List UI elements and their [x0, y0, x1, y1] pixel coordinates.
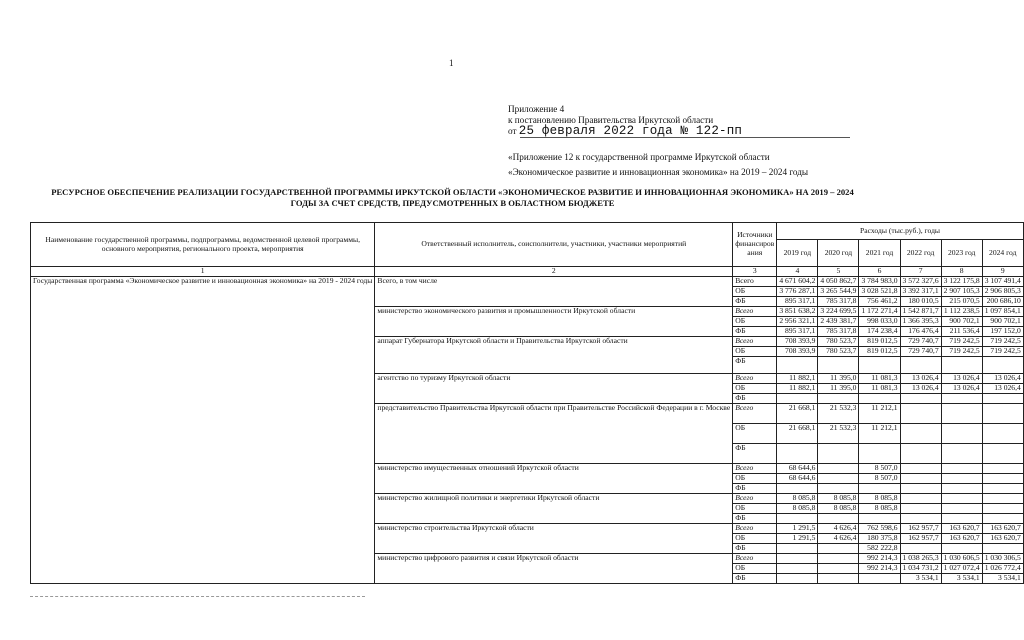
expense-value-cell [818, 563, 859, 573]
expense-value-cell: 11 882,1 [777, 373, 818, 383]
funding-source-cell: Всего [733, 493, 777, 503]
expense-value-cell: 8 085,8 [859, 503, 900, 513]
expense-value-cell: 21 668,1 [777, 403, 818, 423]
expense-value-cell: 13 026,4 [900, 383, 941, 393]
expense-value-cell: 21 668,1 [777, 423, 818, 443]
expense-value-cell: 197 152,0 [982, 326, 1023, 336]
expense-value-cell [982, 503, 1023, 513]
expense-value-cell: 11 081,3 [859, 373, 900, 383]
responsible-executor-cell: агентство по туризму Иркутской области [375, 373, 733, 403]
expense-value-cell: 3 265 544,9 [818, 286, 859, 296]
scan-dash-line [30, 596, 365, 597]
expense-value-cell: 708 393,9 [777, 346, 818, 356]
expense-value-cell [900, 393, 941, 403]
expense-value-cell [777, 483, 818, 493]
expense-value-cell [859, 443, 900, 463]
expense-value-cell [859, 483, 900, 493]
expense-value-cell: 11 212,1 [859, 423, 900, 443]
expense-value-cell: 4 626,4 [818, 533, 859, 543]
expense-value-cell [859, 356, 900, 373]
document-title-line1: РЕСУРСНОЕ ОБЕСПЕЧЕНИЕ РЕАЛИЗАЦИИ ГОСУДАРСТВЕННОЙ ПРОГРАММЫ ИРКУТСКОЙ ОБЛАСТИ «ЭКОНОМИЧЕСКОЕ РАЗВИТИЕ И ИННОВАЦИОННАЯ ЭКОНОМИКА» НА 2019 – 2024 [51, 187, 854, 197]
funding-source-cell: Всего [733, 553, 777, 563]
expense-value-cell: 13 026,4 [941, 373, 982, 383]
funding-source-cell: ФБ [733, 573, 777, 583]
expense-value-cell [818, 553, 859, 563]
expense-value-cell: 2 439 381,7 [818, 316, 859, 326]
expense-value-cell [900, 423, 941, 443]
col-number: 7 [900, 267, 941, 277]
expense-value-cell: 163 620,7 [982, 523, 1023, 533]
funding-source-cell: Всего [733, 403, 777, 423]
expense-value-cell: 13 026,4 [900, 373, 941, 383]
document-title-line2: ГОДЫ ЗА СЧЕТ СРЕДСТВ, ПРЕДУСМОТРЕННЫХ В ОБЛАСТНОМ БЮДЖЕТЕ [290, 198, 615, 208]
responsible-executor-cell: аппарат Губернатора Иркутской области и Правительства Иркутской области [375, 336, 733, 373]
expense-value-cell: 2 906 805,3 [982, 286, 1023, 296]
expense-value-cell [777, 543, 818, 553]
expense-value-cell: 1 097 854,1 [982, 306, 1023, 316]
expense-value-cell [818, 393, 859, 403]
expense-value-cell: 719 242,5 [982, 336, 1023, 346]
expense-value-cell [941, 403, 982, 423]
expense-value-cell: 8 085,8 [818, 503, 859, 513]
expense-value-cell: 163 620,7 [982, 533, 1023, 543]
expense-value-cell [941, 503, 982, 513]
expense-value-cell: 1 291,5 [777, 533, 818, 543]
responsible-executor-cell: министерство строительства Иркутской области [375, 523, 733, 553]
expense-value-cell: 1 291,5 [777, 523, 818, 533]
funding-source-cell: Всего [733, 373, 777, 383]
expense-value-cell: 8 507,0 [859, 463, 900, 473]
expense-value-cell: 3 534,1 [941, 573, 982, 583]
expense-value-cell: 998 033,0 [859, 316, 900, 326]
expense-value-cell: 1 112 238,5 [941, 306, 982, 316]
expense-value-cell: 1 038 265,3 [900, 553, 941, 563]
expense-value-cell: 780 523,7 [818, 336, 859, 346]
expense-value-cell: 8 085,8 [818, 493, 859, 503]
expense-value-cell: 215 070,5 [941, 296, 982, 306]
funding-source-cell: ОБ [733, 473, 777, 483]
col-number: 8 [941, 267, 982, 277]
expense-value-cell [818, 463, 859, 473]
expense-value-cell [777, 573, 818, 583]
funding-source-cell: ФБ [733, 483, 777, 493]
funding-source-cell: ОБ [733, 286, 777, 296]
decree-date-prefix: от [508, 126, 517, 136]
expense-value-cell [818, 543, 859, 553]
responsible-executor-cell: министерство цифрового развития и связи Иркутской области [375, 553, 733, 583]
expense-value-cell: 21 532,3 [818, 403, 859, 423]
expense-value-cell: 3 776 287,1 [777, 286, 818, 296]
col-header-year: 2024 год [982, 240, 1023, 267]
expense-value-cell [982, 356, 1023, 373]
expense-value-cell: 780 523,7 [818, 346, 859, 356]
expense-value-cell: 8 085,8 [777, 493, 818, 503]
expense-value-cell: 8 085,8 [777, 503, 818, 513]
expense-value-cell [859, 573, 900, 583]
col-header-source: Источники финансиров ания [733, 223, 777, 267]
expense-value-cell: 3 122 175,8 [941, 276, 982, 286]
expense-value-cell: 900 702,1 [941, 316, 982, 326]
expense-value-cell [900, 473, 941, 483]
expense-value-cell: 11 882,1 [777, 383, 818, 393]
expense-value-cell: 819 012,5 [859, 346, 900, 356]
expense-value-cell [982, 463, 1023, 473]
expense-value-cell [941, 513, 982, 523]
col-header-year: 2019 год [777, 240, 818, 267]
col-header-year: 2022 год [900, 240, 941, 267]
funding-source-cell: Всего [733, 463, 777, 473]
expense-value-cell [941, 393, 982, 403]
expense-value-cell: 895 317,1 [777, 296, 818, 306]
expense-value-cell: 11 081,3 [859, 383, 900, 393]
expense-value-cell: 3 107 491,4 [982, 276, 1023, 286]
expense-value-cell: 68 644,6 [777, 463, 818, 473]
expense-value-cell [941, 483, 982, 493]
expense-value-cell: 3 572 327,6 [900, 276, 941, 286]
expense-value-cell: 992 214,3 [859, 563, 900, 573]
expense-value-cell: 11 212,1 [859, 403, 900, 423]
expense-value-cell [941, 473, 982, 483]
table-body [31, 276, 1024, 583]
expense-value-cell [777, 553, 818, 563]
expense-value-cell: 1 026 772,4 [982, 563, 1023, 573]
funding-source-cell: ФБ [733, 513, 777, 523]
expense-value-cell: 1 542 871,7 [900, 306, 941, 316]
funding-source-cell: ОБ [733, 423, 777, 443]
expense-value-cell [900, 543, 941, 553]
col-number: 2 [375, 267, 733, 277]
expense-value-cell [818, 483, 859, 493]
expense-value-cell: 13 026,4 [982, 373, 1023, 383]
expense-value-cell: 162 957,7 [900, 533, 941, 543]
expense-value-cell: 2 956 321,1 [777, 316, 818, 326]
expense-value-cell [941, 423, 982, 443]
col-number: 9 [982, 267, 1023, 277]
expense-value-cell: 8 085,8 [859, 493, 900, 503]
expense-value-cell: 3 534,1 [900, 573, 941, 583]
expense-value-cell: 68 644,6 [777, 473, 818, 483]
col-number: 5 [818, 267, 859, 277]
expense-value-cell: 176 476,4 [900, 326, 941, 336]
col-header-year: 2023 год [941, 240, 982, 267]
expense-value-cell: 895 317,1 [777, 326, 818, 336]
expense-value-cell: 2 907 105,3 [941, 286, 982, 296]
expense-value-cell: 13 026,4 [941, 383, 982, 393]
expense-value-cell: 174 238,4 [859, 326, 900, 336]
expense-value-cell [900, 513, 941, 523]
expense-value-cell [900, 503, 941, 513]
annex-decree-ref: к постановлению Правительства Иркутской области [508, 115, 714, 125]
expense-value-cell: 992 214,3 [859, 553, 900, 563]
expense-value-cell [777, 443, 818, 463]
expense-value-cell: 1 027 072,4 [941, 563, 982, 573]
expense-value-cell [982, 473, 1023, 483]
expense-value-cell: 1 366 395,3 [900, 316, 941, 326]
expense-value-cell: 1 030 606,5 [941, 553, 982, 563]
expense-value-cell: 756 461,2 [859, 296, 900, 306]
expense-value-cell [982, 393, 1023, 403]
col-header-responsible: Ответственный исполнитель, соисполнители, участники, участники мероприятий [375, 223, 733, 267]
funding-source-cell: ФБ [733, 326, 777, 336]
expense-value-cell: 21 532,3 [818, 423, 859, 443]
expense-value-cell: 762 598,6 [859, 523, 900, 533]
decree-date-value: 25 февраля 2022 года № 122-пп [518, 124, 743, 138]
expense-value-cell: 719 242,5 [941, 336, 982, 346]
expense-value-cell [982, 483, 1023, 493]
expense-value-cell: 582 222,8 [859, 543, 900, 553]
expense-value-cell: 819 012,5 [859, 336, 900, 346]
expense-value-cell [982, 443, 1023, 463]
expense-value-cell: 719 242,5 [941, 346, 982, 356]
responsible-executor-cell: министерство жилищной политики и энергетики Иркутской области [375, 493, 733, 523]
expense-value-cell: 729 740,7 [900, 346, 941, 356]
expense-value-cell: 3 224 699,5 [818, 306, 859, 316]
col-header-year: 2020 год [818, 240, 859, 267]
expense-value-cell [941, 356, 982, 373]
program-name-cell: Государственная программа «Экономическое развитие и инновационная экономика» на 2019 - 2024 годы [31, 276, 375, 583]
expense-value-cell: 200 686,10 [982, 296, 1023, 306]
expense-value-cell: 211 536,4 [941, 326, 982, 336]
expense-value-cell [982, 543, 1023, 553]
funding-source-cell: Всего [733, 306, 777, 316]
expense-value-cell: 785 317,8 [818, 326, 859, 336]
annex-reference-line2: «Экономическое развитие и инновационная экономика» на 2019 – 2024 годы [508, 167, 809, 177]
expense-value-cell [818, 443, 859, 463]
decree-date [508, 124, 742, 138]
expense-value-cell: 3 534,1 [982, 573, 1023, 583]
expense-value-cell: 11 395,0 [818, 383, 859, 393]
resource-table [30, 222, 1024, 584]
expense-value-cell [900, 443, 941, 463]
col-header-year: 2021 год [859, 240, 900, 267]
expense-value-cell [818, 473, 859, 483]
expense-value-cell [818, 513, 859, 523]
expense-value-cell: 163 620,7 [941, 533, 982, 543]
funding-source-cell: ОБ [733, 533, 777, 543]
col-header-expenses: Расходы (тыс.руб.), годы [777, 223, 1023, 240]
expense-value-cell: 8 507,0 [859, 473, 900, 483]
expense-value-cell [859, 513, 900, 523]
expense-value-cell [941, 543, 982, 553]
expense-value-cell [900, 463, 941, 473]
funding-source-cell: ОБ [733, 503, 777, 513]
expense-value-cell: 3 851 638,2 [777, 306, 818, 316]
col-number: 3 [733, 267, 777, 277]
expense-value-cell [982, 403, 1023, 423]
expense-value-cell [859, 393, 900, 403]
funding-source-cell: ФБ [733, 296, 777, 306]
funding-source-cell: ОБ [733, 563, 777, 573]
expense-value-cell: 4 626,4 [818, 523, 859, 533]
expense-value-cell [777, 393, 818, 403]
expense-value-cell [900, 403, 941, 423]
col-number: 6 [859, 267, 900, 277]
expense-value-cell [777, 513, 818, 523]
table-row [31, 276, 1024, 286]
expense-value-cell: 729 740,7 [900, 336, 941, 346]
responsible-executor-cell: министерство имущественных отношений Иркутской области [375, 463, 733, 493]
col-number: 4 [777, 267, 818, 277]
expense-value-cell: 1 030 306,5 [982, 553, 1023, 563]
expense-value-cell [900, 483, 941, 493]
responsible-executor-cell: министерство экономического развития и промышленности Иркутской области [375, 306, 733, 336]
expense-value-cell: 4 671 604,2 [777, 276, 818, 286]
expense-value-cell [982, 423, 1023, 443]
expense-value-cell: 900 702,1 [982, 316, 1023, 326]
expense-value-cell [777, 563, 818, 573]
funding-source-cell: Всего [733, 276, 777, 286]
col-number: 1 [31, 267, 375, 277]
funding-source-cell: ФБ [733, 356, 777, 373]
funding-source-cell: Всего [733, 523, 777, 533]
expense-value-cell [982, 493, 1023, 503]
funding-source-cell: ОБ [733, 346, 777, 356]
funding-source-cell: ФБ [733, 543, 777, 553]
expense-value-cell [900, 493, 941, 503]
expense-value-cell: 1 172 271,4 [859, 306, 900, 316]
funding-source-cell: ОБ [733, 316, 777, 326]
expense-value-cell [941, 463, 982, 473]
expense-value-cell [941, 493, 982, 503]
expense-value-cell: 708 393,9 [777, 336, 818, 346]
expense-value-cell [982, 513, 1023, 523]
expense-value-cell: 4 050 862,7 [818, 276, 859, 286]
expense-value-cell: 719 242,5 [982, 346, 1023, 356]
decree-underline [520, 137, 850, 138]
expense-value-cell: 3 028 521,8 [859, 286, 900, 296]
expense-value-cell: 3 392 317,1 [900, 286, 941, 296]
expense-value-cell: 180 375,8 [859, 533, 900, 543]
expense-value-cell: 11 395,0 [818, 373, 859, 383]
expense-value-cell: 162 957,7 [900, 523, 941, 533]
expense-value-cell: 1 034 731,2 [900, 563, 941, 573]
expense-value-cell [777, 356, 818, 373]
expense-value-cell: 180 010,5 [900, 296, 941, 306]
annex-title: Приложение 4 [508, 104, 565, 114]
expense-value-cell [941, 443, 982, 463]
expense-value-cell: 785 317,8 [818, 296, 859, 306]
expense-value-cell: 3 784 983,0 [859, 276, 900, 286]
expense-value-cell [818, 356, 859, 373]
funding-source-cell: ФБ [733, 443, 777, 463]
expense-value-cell: 163 620,7 [941, 523, 982, 533]
funding-source-cell: ФБ [733, 393, 777, 403]
col-header-name: Наименование государственной программы, подпрограммы, ведомственной целевой программы, основного мероприятия, регионального проекта, мероприятия [31, 223, 375, 267]
expense-value-cell [818, 573, 859, 583]
expense-value-cell [900, 356, 941, 373]
responsible-executor-cell: представительство Правительства Иркутской области при Правительстве Российской Федерации в г. Москве [375, 403, 733, 463]
expense-value-cell: 13 026,4 [982, 383, 1023, 393]
responsible-executor-cell: Всего, в том числе [375, 276, 733, 306]
funding-source-cell: Всего [733, 336, 777, 346]
page-number: 1 [449, 58, 454, 68]
annex-reference-line1: «Приложение 12 к государственной программе Иркутской области [508, 152, 770, 162]
funding-source-cell: ОБ [733, 383, 777, 393]
column-number-row [31, 267, 1024, 277]
